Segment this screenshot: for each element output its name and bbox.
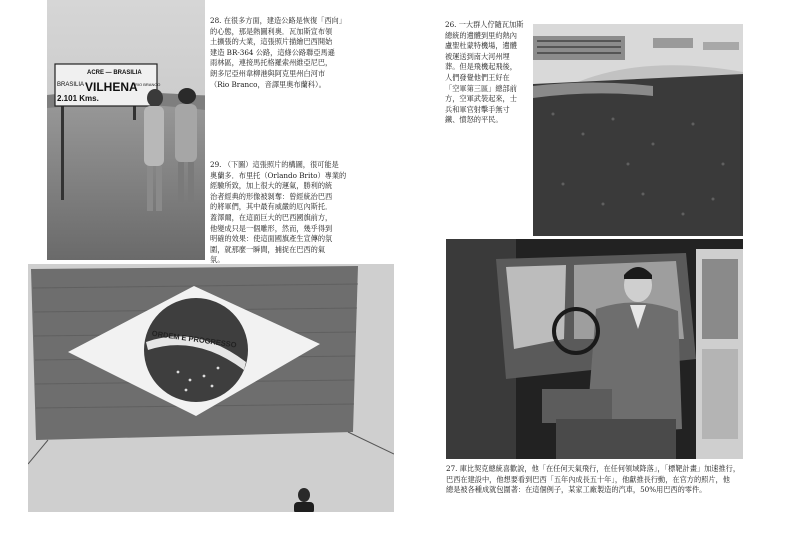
sign-line2: VILHENA [85, 80, 138, 94]
road-sign-photo [47, 0, 205, 260]
caption-28: 28. 在很多方面，建造公路是恢復「西向」 的心態，那是熱圖利奧．瓦加斯宣布領 土擴張的大業，這張照片描繪巴西開始 建造 BR-364 公路，這條公路聯亞馬遜 雨林區，連接馬托格羅索州維亞尼巴， 朗多尼亞州韋柳港與阿克里州白河市 （Rio Branco，音譯里奧布蘭科）。 [210, 16, 346, 89]
flag-photo [28, 264, 394, 512]
sign-line1: ACRE — BRASILIA [87, 70, 142, 76]
caption-29: 29. （下圖）這張照片的構圖，很可能是 奧蘭多．布里托（Orlando Brito）專業的 經驗所致，加上很大的運氣，勝利的統 治者經典的形像被剝奪：曾經統治巴西 的將軍們，其中最有威嚴的厄內斯托． 蓋澤爾，在這面巨大的巴西國旗前方， 他變成只是一個雕形，然而，幾乎得到 明確的效果：使這面國旗產生宣傳的氛 圍，就那麼一瞬間，捕捉在巴西的氣 氛。 [210, 160, 347, 265]
sign-distance: 2.101 Kms. [57, 94, 99, 103]
sign-right: RIO BRANCO [135, 82, 161, 87]
car-photo [446, 239, 743, 459]
road-sign [55, 64, 160, 106]
crowd-photo [533, 24, 743, 236]
caption-26: 26. 一大群人佇隨瓦加斯 總統的遺體到里約熱內 盧聖杜蒙特機場，遺體 被運送到南大河州埋 葬。但是飛機起飛後， 人們發覺他們王好在 「空軍第三區」總部前 方，空軍武裝起來，士 兵和軍官射擊手無寸 鐵、憤怒的平民。 [445, 20, 524, 125]
caption-27: 27. 庫比契克總統喜歡說，他「在任何天氣飛行，在任何領域降落」，「標靶計畫」加速推行， 巴西在建設中，他想要看到巴西「五年內成長五十年」，他獻推長行動，在官方的照片，他 總是被各種成就包圍著：在這個例子，某家工廠製造的汽車，50%用巴西的零件。 [446, 464, 741, 495]
sign-left: BRASILIA [57, 82, 85, 88]
flag-motto: ORDEM E PROGRESSO [151, 328, 238, 350]
